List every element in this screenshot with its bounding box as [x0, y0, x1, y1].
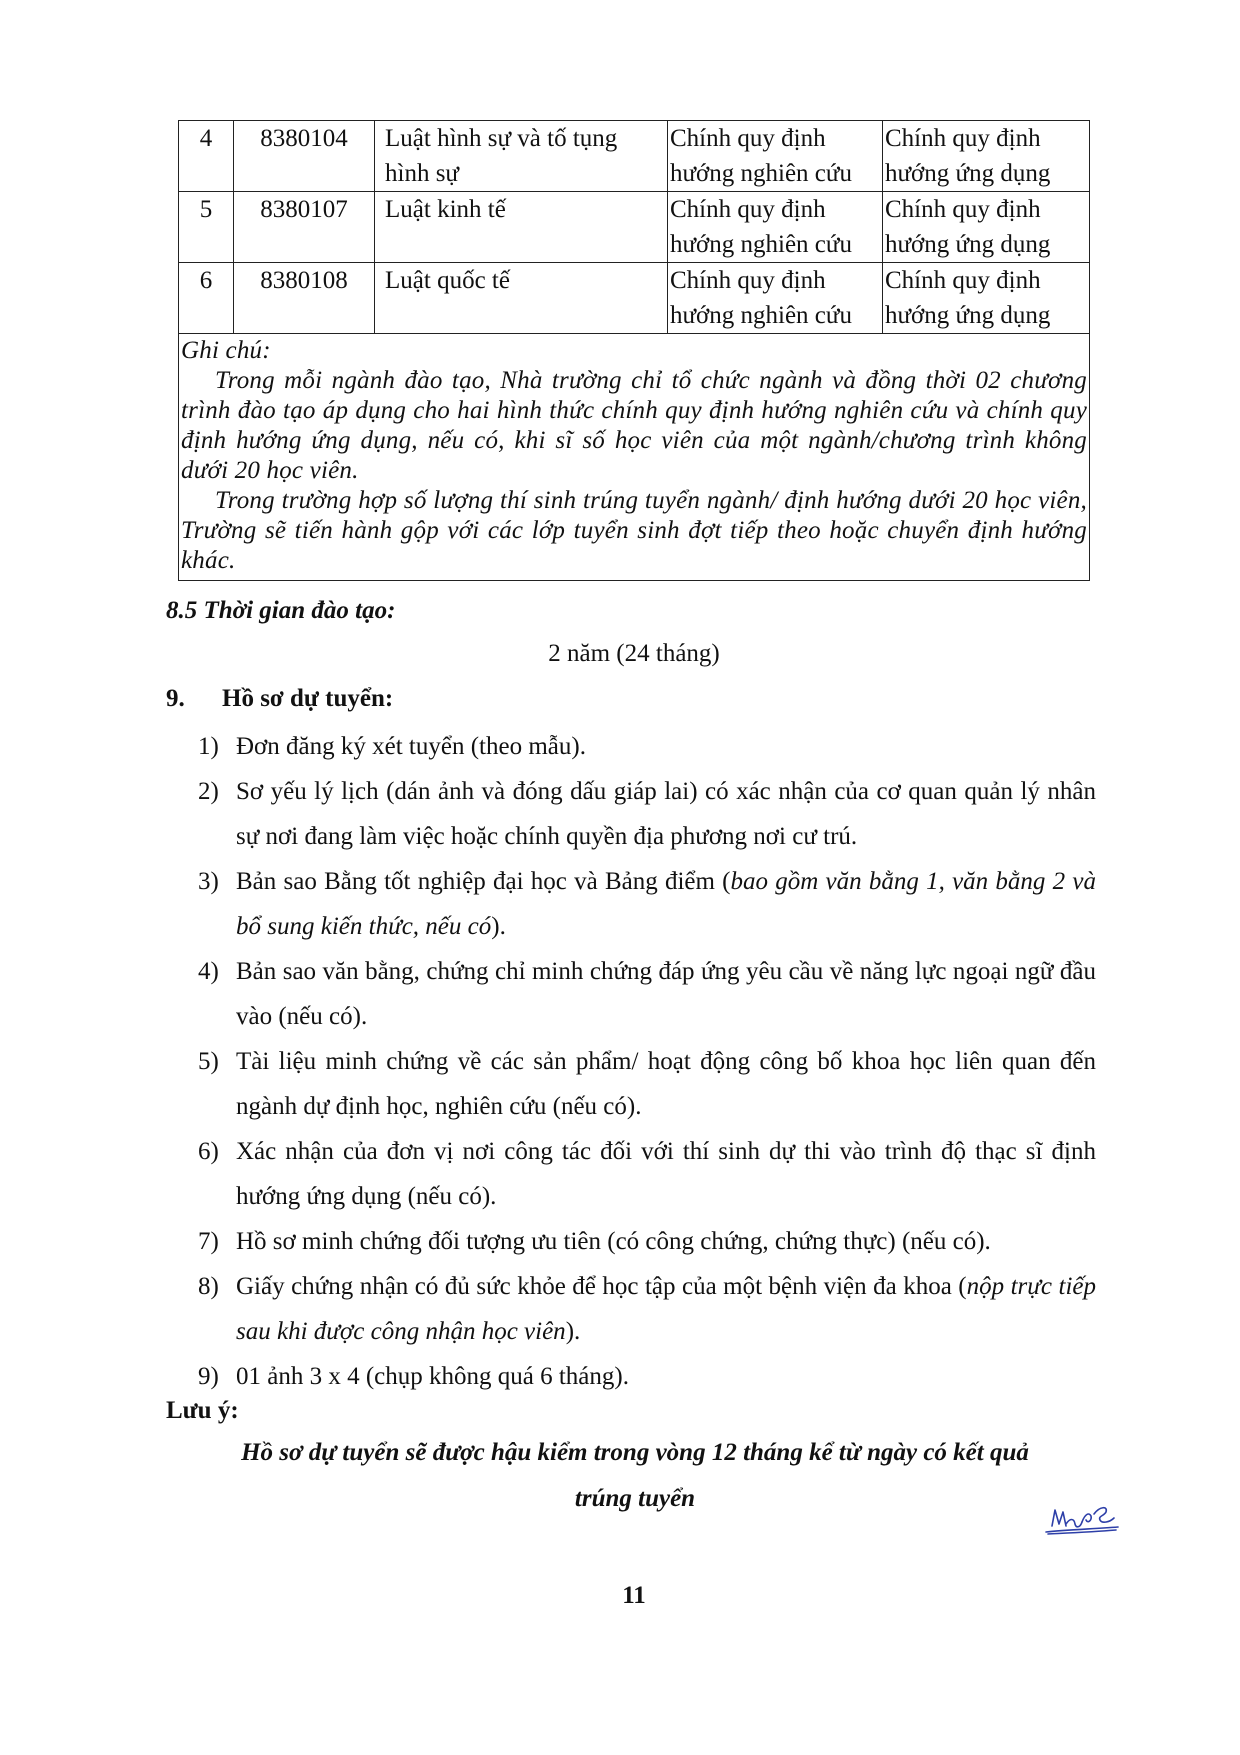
document-list — [198, 724, 1096, 1399]
training-form-research: Chính quy định hướng nghiên cứu — [668, 263, 883, 334]
item-text: Đơn đăng ký xét tuyển (theo mẫu). — [236, 733, 586, 760]
note-label: Lưu ý: — [166, 1397, 239, 1424]
item-number: 2) — [198, 778, 219, 805]
row-number: 4 — [179, 121, 234, 192]
program-code: 8380104 — [234, 121, 375, 192]
item-text: Bản sao văn bằng, chứng chỉ minh chứng đáp ứng yêu cầu về năng lực ngoại ngữ đầu vào (nếu có). — [236, 958, 1096, 1030]
table-row — [179, 121, 1090, 192]
list-item — [198, 1129, 1096, 1219]
item-number: 4) — [198, 958, 219, 985]
programs-table — [178, 120, 1090, 581]
item-text: 01 ảnh 3 x 4 (chụp không quá 6 tháng). — [236, 1363, 629, 1390]
note-title: Ghi chú: — [181, 337, 271, 364]
program-code: 8380108 — [234, 263, 375, 334]
note-paragraph: Trong mỗi ngành đào tạo, Nhà trường chỉ tổ chức ngành và đồng thời 02 chương trình đào tạo áp dụng cho hai hình thức chính quy định hướng nghiên cứu và chính quy định hướng ứng dụng, nếu có, khi sĩ số học viên của một ngành/chương trình không dưới 20 học viên. — [181, 367, 1087, 484]
section-9-heading — [166, 685, 393, 713]
section-title: Hồ sơ dự tuyển: — [222, 685, 394, 712]
list-item — [198, 1219, 1096, 1264]
training-form-applied: Chính quy định hướng ứng dụng — [883, 192, 1090, 263]
signature-image — [1042, 1500, 1120, 1540]
program-name: Luật quốc tế — [375, 263, 668, 334]
item-text: Bản sao Bằng tốt nghiệp đại học và Bảng điểm (bao gồm văn bằng 1, văn bằng 2 và bổ sung kiến thức, nếu có). — [236, 868, 1096, 940]
section-number: 9. — [166, 685, 185, 712]
list-item — [198, 1354, 1096, 1399]
item-text: Giấy chứng nhận có đủ sức khỏe để học tập của một bệnh viện đa khoa (nộp trực tiếp sau khi được công nhận học viên). — [236, 1273, 1096, 1345]
list-item — [198, 1039, 1096, 1129]
item-text: Tài liệu minh chứng về các sản phẩm/ hoạt động công bố khoa học liên quan đến ngành dự định học, nghiên cứu (nếu có). — [236, 1048, 1096, 1120]
program-code: 8380107 — [234, 192, 375, 263]
training-form-research: Chính quy định hướng nghiên cứu — [668, 121, 883, 192]
item-number: 7) — [198, 1228, 219, 1255]
item-text: Xác nhận của đơn vị nơi công tác đối với thí sinh dự thi vào trình độ thạc sĩ định hướng ứng dụng (nếu có). — [236, 1138, 1096, 1210]
table-note-row — [179, 334, 1090, 581]
list-item — [198, 769, 1096, 859]
page-number: 11 — [622, 1582, 646, 1609]
item-number: 6) — [198, 1138, 219, 1165]
row-number: 6 — [179, 263, 234, 334]
table-note — [179, 334, 1090, 581]
list-item — [198, 859, 1096, 949]
list-item — [198, 1264, 1096, 1354]
program-name: Luật hình sự và tố tụng hình sự — [375, 121, 668, 192]
row-number: 5 — [179, 192, 234, 263]
item-text: Sơ yếu lý lịch (dán ảnh và đóng dấu giáp lai) có xác nhận của cơ quan quản lý nhân sự nơi đang làm việc hoặc chính quyền địa phương nơi cư trú. — [236, 778, 1096, 850]
table-row — [179, 192, 1090, 263]
list-item — [198, 949, 1096, 1039]
item-number: 1) — [198, 733, 219, 760]
item-number: 8) — [198, 1273, 219, 1300]
training-form-applied: Chính quy định hướng ứng dụng — [883, 263, 1090, 334]
item-number: 5) — [198, 1048, 219, 1075]
section-8-5-heading: 8.5 Thời gian đào tạo: — [166, 597, 396, 624]
training-form-applied: Chính quy định hướng ứng dụng — [883, 121, 1090, 192]
training-form-research: Chính quy định hướng nghiên cứu — [668, 192, 883, 263]
note-paragraph: Trong trường hợp số lượng thí sinh trúng tuyển ngành/ định hướng dưới 20 học viên, Trường sẽ tiến hành gộp với các lớp tuyển sinh đợt tiếp theo hoặc chuyển định hướng khác. — [181, 487, 1087, 574]
program-name: Luật kinh tế — [375, 192, 668, 263]
item-number: 3) — [198, 868, 219, 895]
note-text: Hồ sơ dự tuyển sẽ được hậu kiểm trong vòng 12 tháng kể từ ngày có kết quả trúng tuyển — [241, 1439, 1029, 1512]
table-row — [179, 263, 1090, 334]
list-item — [198, 724, 1096, 769]
training-duration: 2 năm (24 tháng) — [548, 640, 720, 667]
item-number: 9) — [198, 1363, 219, 1390]
item-text: Hồ sơ minh chứng đối tượng ưu tiên (có công chứng, chứng thực) (nếu có). — [236, 1228, 991, 1255]
